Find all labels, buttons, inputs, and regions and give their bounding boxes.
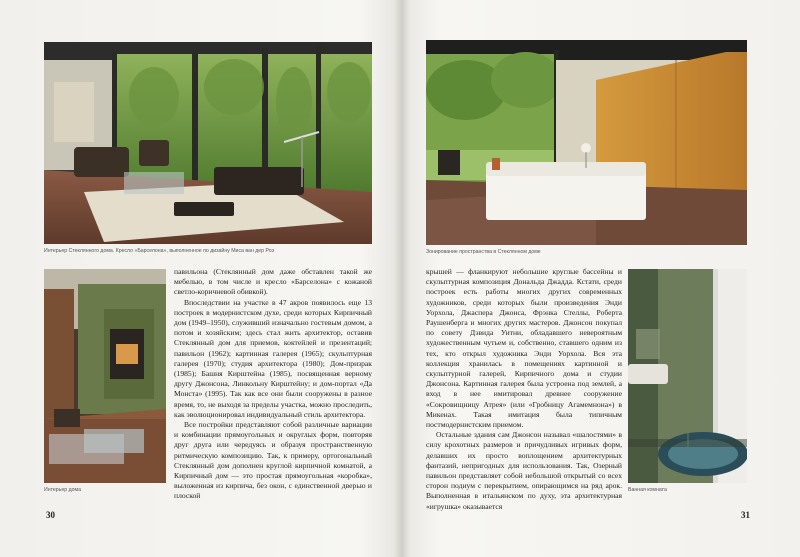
top-right-caption: Зонирование пространства в Стеклянном доме (426, 249, 541, 255)
left-text-column (174, 267, 372, 528)
small-right-caption: Ванная комната (628, 487, 667, 493)
right-paragraph: Остальные здания сам Джонсон называл «шалостями» в силу крохотных размеров и причудливых игривых форм, делавших их просто воплощением архитектурных фантазий, непригодных для использования. Так, Озерный павильон представляет собой небольшой открытый со всех сторон подиум с перекрытием, опирающимся на ряд арок. Выполненная в итальянском по духу, эта архитектурная «игрушка» оказывается (426, 430, 622, 511)
page-number-right: 31 (741, 510, 750, 520)
space-zoning-photo (426, 40, 747, 245)
brick-house-interior-photo (44, 269, 166, 483)
top-left-caption: Интерьер Стеклянного дома. Кресло «Барселона», выполненное по дизайну Миса ван дер Роэ (44, 248, 275, 254)
glass-house-interior-image (44, 42, 372, 244)
space-zoning-image (426, 40, 747, 245)
right-text-column (426, 267, 622, 528)
left-paragraph: Все постройки представляют собой различные вариации и комбинации прямоугольных и округлых форм, повторяя друг друга или чередуясь и образуя пространственную ритмическую композицию. Так, к примеру, ортогональный Стеклянный дом дополнен круглой кирпичной комнатой, а Кирпичный дом — это простая прямоугольная «коробка», выложенная из кирпича, без окон, с единственной дверью и плоской (174, 420, 372, 501)
glass-house-interior-photo (44, 42, 372, 244)
left-paragraph: павильона (Стеклянный дом даже обставлен такой же мебелью, в том числе и кресло «Барселона» с кожаной светло-коричневой обивкой). (174, 267, 372, 297)
page-number-left: 30 (46, 510, 55, 520)
book-gutter (394, 0, 410, 557)
right-paragraph: крышей — фланкируют небольшие круглые бассейны и скульптурная композиция Дональда Джадда. Кстати, среди построек есть работы многих других современных художников, среди которых были произведения Энди Уорхола, Джаспера Джонса, Фрэнка Стеллы, Роберта Раушенберга и многих других мастеров. Джонсон покупал по совету Дэвида Уитни, обладавшего невероятным художественным чутьем и, собственно, ставшего одним из тех, кто открыл художника Энди Уорхола. Вся эта коллекция хранилась в помещениях картинной и скульптурной галерей, Кирпичного дома и студии Джонсона. Картинная галерея была устроена под землей, а вход в нее имитировал древнее сооружение «Сокровищницу Атрея» (или «Гробницу Агамемнона») в Микенах. Такая имитация была типичным постмодернистским приемом. (426, 267, 622, 430)
brick-house-image (44, 269, 166, 483)
bathroom-photo (628, 269, 747, 483)
small-left-caption: Интерьер дома (44, 487, 81, 493)
bathroom-image (628, 269, 747, 483)
left-paragraph: Впоследствии на участке в 47 акров появилось еще 13 построек в модернистском духе, среди которых Кирпичный дом (1949–1950), служивший изначально гостевым домом, а потом и хозяйским; здесь стал жить архитектор, оставив Стеклянный дом для приемов, коктейлей и презентаций; павильон (1962); картинная галерея (1965); скульптурная галерея (1970); студия архитектора (1980); Дом-призрак (1985); Башня Кирштейна (1985), посвященная верному другу Джонсона, Линкольну Кирштейну; и дом-портал «Да Монста» (1995). Так как все они были сооружены в разное время, то, не выходя за пределы участка, можно проследить, как эволюционировал индивидуальный стиль архитектора. (174, 297, 372, 419)
